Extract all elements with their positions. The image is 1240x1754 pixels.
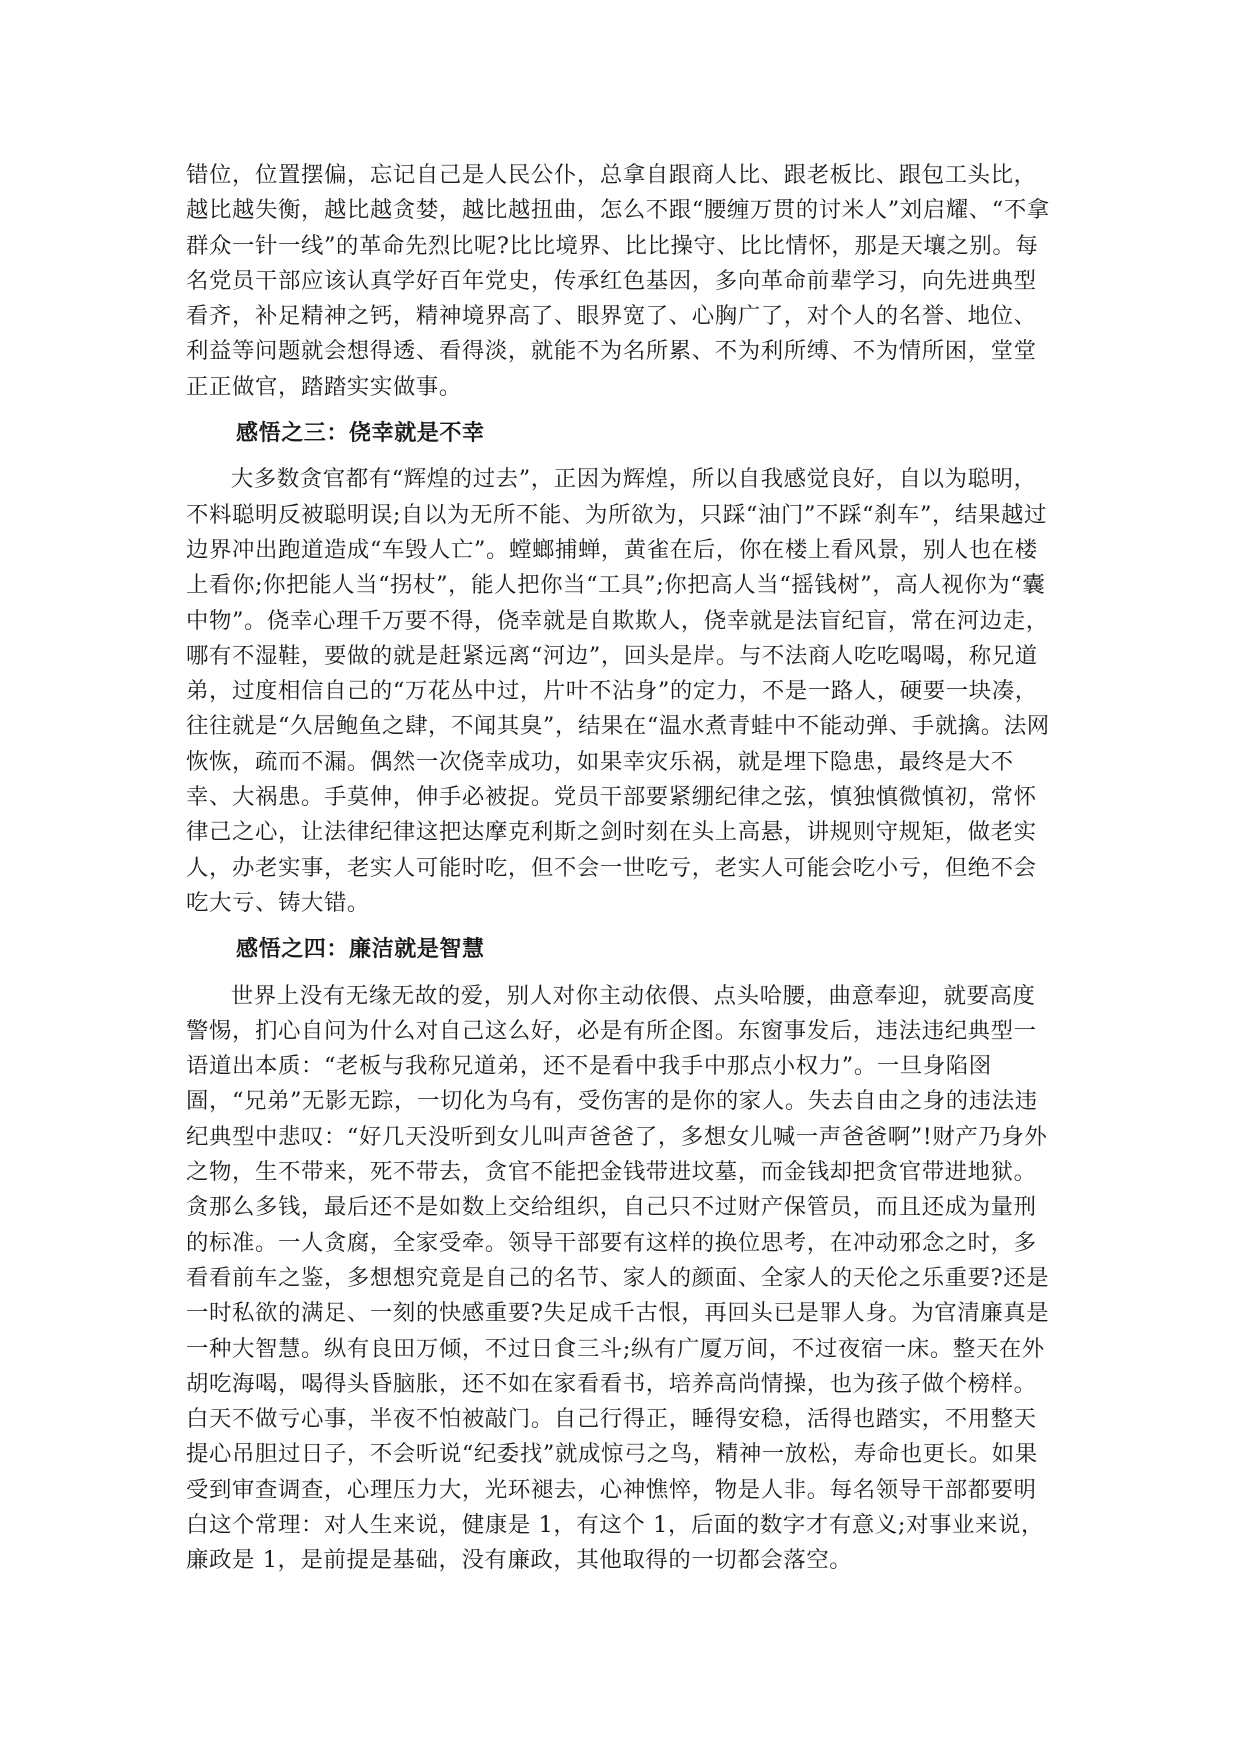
section4-heading: 感悟之四：廉洁就是智慧 [236, 937, 485, 963]
intro-paragraph: 错位，位置摆偏，忘记自己是人民公仆，总拿自跟商人比、跟老板比、跟包工头比，越比越失衡，越比越贪婪，越比越扭曲，怎么不跟“腰缠万贯的讨米人”刘启耀、“不拿群众一针一线”的革命先烈比呢?比比境界、比比操守、比比情怀，那是天壤之别。每名党员干部应该认真学好百年党史，传承红色基因，多向革命前辈学习，向先进典型看齐，补足精神之钙，精神境界高了、眼界宽了、心胸广了，对个人的名誉、地位、利益等问题就会想得透、看得淡，就能不为名所累、不为利所缚、不为情所困，堂堂正正做官，踏踏实实做事。 [186, 162, 1050, 400]
document-page [186, 158, 1056, 1579]
section3-paragraph: 大多数贪官都有“辉煌的过去”，正因为辉煌，所以自我感觉良好，自以为聪明，不料聪明反被聪明误;自以为无所不能、为所欲为，只踩“油门”不踩“刹车”，结果越过边界冲出跑道造成“车毁人亡”。螳螂捕蝉，黄雀在后，你在楼上看风景，别人也在楼上看你;你把能人当“拐杖”，能人把你当“工具”;你把高人当“摇钱树”，高人视你为“囊中物”。侥幸心理千万要不得，侥幸就是自欺欺人，侥幸就是法盲纪盲，常在河边走，哪有不湿鞋，要做的就是赶紧远离“河边”，回头是岸。与不法商人吃吃喝喝，称兄道弟，过度相信自己的“万花丛中过，片叶不沾身”的定力，不是一路人，硬要一块凑，往往就是“久居鲍鱼之肆，不闻其臭”，结果在“温水煮青蛙中不能动弹、手就擒。法网恢恢，疏而不漏。偶然一次侥幸成功，如果幸灾乐祸，就是埋下隐患，最终是大不幸、大祸患。手莫伸，伸手必被捉。党员干部要紧绷纪律之弦，慎独慎微慎初，常怀律己之心，让法律纪律这把达摩克利斯之剑时刻在头上高悬，讲规则守规矩，做老实人，办老实事，老实人可能时吃，但不会一世吃亏，老实人可能会吃小亏，但绝不会吃大亏、铸大错。 [186, 466, 1050, 916]
section4-paragraph: 世界上没有无缘无故的爱，别人对你主动依偎、点头哈腰，曲意奉迎，就要高度警惕，扪心自问为什么对自己这么好，必是有所企图。东窗事发后，违法违纪典型一语道出本质：“老板与我称兄道弟，还不是看中我手中那点小权力”。一旦身陷囹圄，“兄弟”无影无踪，一切化为乌有，受伤害的是你的家人。失去自由之身的违法违纪典型中悲叹：“好几天没听到女儿叫声爸爸了，多想女儿喊一声爸爸啊”!财产乃身外之物，生不带来，死不带去，贪官不能把金钱带进坟墓，而金钱却把贪官带进地狱。贪那么多钱，最后还不是如数上交给组织，自己只不过财产保管员，而且还成为量刑的标准。一人贪腐，全家受牵。领导干部要有这样的换位思考，在冲动邪念之时，多看看前车之鉴，多想想究竟是自己的名节、家人的颜面、全家人的天伦之乐重要?还是一时私欲的满足、一刻的快感重要?失足成千古恨，再回头已是罪人身。为官清廉真是一种大智慧。纵有良田万倾，不过日食三斗;纵有广厦万间，不过夜宿一床。整天在外胡吃海喝，喝得头昏脑胀，还不如在家看看书，培养高尚情操，也为孩子做个榜样。白天不做亏心事，半夜不怕被敲门。自己行得正，睡得安稳，活得也踏实，不用整天提心吊胆过日子，不会听说“纪委找”就成惊弓之鸟，精神一放松，寿命也更长。如果受到审查调查，心理压力大，光环褪去，心神憔悴，物是人非。每名领导干部都要明白这个常理：对人生来说，健康是 1，有这个 1，后面的数字才有意义;对事业来说，廉政是 1，是前提是基础，没有廉政，其他取得的一切都会落空。 [186, 982, 1050, 1574]
section3-heading: 感悟之三：侥幸就是不幸 [236, 421, 485, 447]
